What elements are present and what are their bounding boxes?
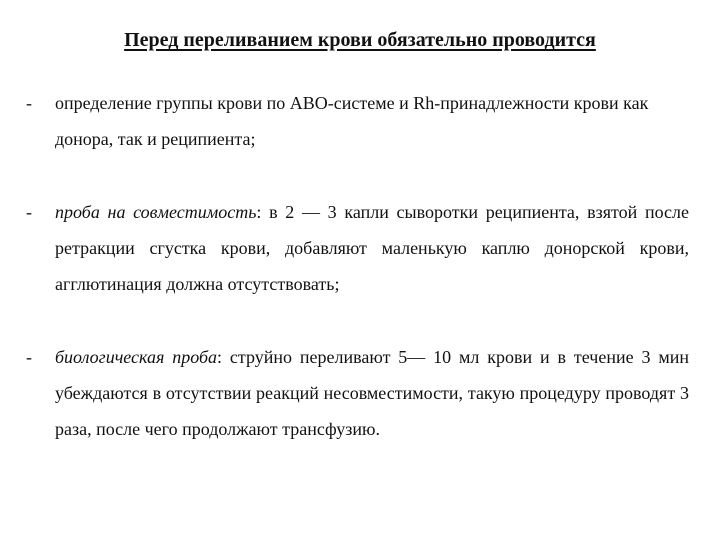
list-item-emphasis: проба на совместимость — [55, 202, 257, 222]
bullet-dash: - — [26, 202, 32, 222]
list-item-text — [55, 85, 689, 157]
bullet-dash: - — [26, 93, 32, 113]
list-item-text — [55, 194, 689, 302]
page-title: Перед переливанием крови обязательно проводится — [124, 29, 596, 51]
list-item-body: : в 2 — 3 капли сыворотки реципиента, взятой после ретракции сгустка крови, добавляют маленькую каплю донорской крови, агглютинация должна отсутствовать; — [55, 202, 689, 294]
list-item-text — [55, 339, 689, 447]
list-item-body: : струйно переливают 5— 10 мл крови и в течение 3 мин убеждаются в отсутствии реакций несовместимости, такую процедуру проводят 3 раза, после чего продолжают трансфузию. — [55, 347, 689, 439]
bullet-dash: - — [26, 347, 32, 367]
list-item-emphasis: биологическая проба — [55, 347, 218, 367]
list-item-body: определение группы крови по АВО-системе и Rh-принадлежности крови как донора, так и реципиента; — [55, 93, 649, 149]
